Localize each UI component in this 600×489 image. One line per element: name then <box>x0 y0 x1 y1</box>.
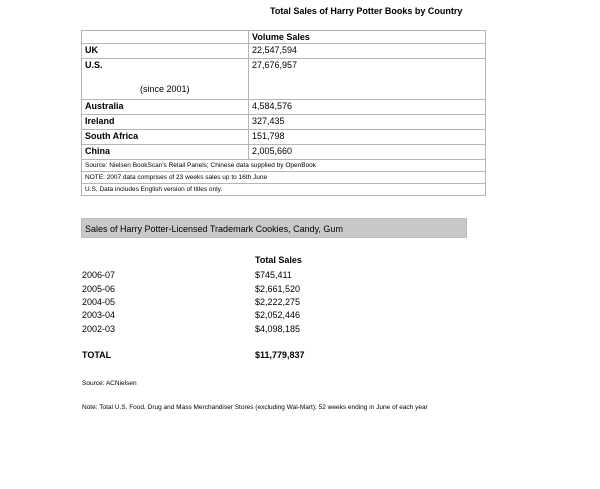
section-heading: Sales of Harry Potter-Licensed Trademark Cookies, Candy, Gum <box>81 218 467 238</box>
value-cell: 2,005,660 <box>249 145 486 160</box>
table-note-row <box>82 184 486 196</box>
sales-value: $2,661,520 <box>255 284 301 294</box>
country-label: U.S. <box>85 60 103 70</box>
year-label: 2003-04 <box>82 310 116 320</box>
source-note: Source: Nielsen BookScan's Retail Panels; Chinese data supplied by OpenBook <box>82 160 486 172</box>
total-sales-header: Total Sales <box>255 255 302 265</box>
table-row <box>82 145 486 160</box>
value-cell: 22,547,594 <box>249 44 486 59</box>
table-row <box>82 100 486 115</box>
value-cell: 4,584,576 <box>249 100 486 115</box>
year-label: 2006-07 <box>82 270 116 280</box>
country-cell: South Africa <box>82 130 249 145</box>
table-note-row <box>82 172 486 184</box>
table-note-row <box>82 160 486 172</box>
value-cell: 327,435 <box>249 115 486 130</box>
total-label: TOTAL <box>82 350 112 360</box>
sales-value: $2,052,446 <box>255 310 301 320</box>
year-label: 2002-03 <box>82 324 116 334</box>
country-cell: Ireland <box>82 115 249 130</box>
table-row <box>82 44 486 59</box>
footnote: Note: Total U.S. Food, Drug and Mass Merchandiser Stores (excluding Wal-Mart); 52 weeks ending in June of each year <box>82 404 428 411</box>
country-cell: China <box>82 145 249 160</box>
page-title: Total Sales of Harry Potter Books by Country <box>270 6 463 16</box>
country-subnote: (since 2001) <box>140 84 190 94</box>
year-label: 2005-06 <box>82 284 116 294</box>
sales-value: $745,411 <box>255 270 292 280</box>
data-note: NOTE: 2007 data comprises of 23 weeks sales up to 16th June <box>82 172 486 184</box>
year-label: 2004-05 <box>82 297 116 307</box>
value-cell: 151,798 <box>249 130 486 145</box>
us-data-note: U.S. Data includes English version of titles only. <box>82 184 486 196</box>
table-row <box>82 115 486 130</box>
source-note: Source: ACNielsen <box>82 380 137 387</box>
country-sales-table <box>81 30 486 196</box>
table-row <box>82 130 486 145</box>
volume-sales-header: Volume Sales <box>249 31 486 44</box>
total-value: $11,779,837 <box>255 350 305 360</box>
value-cell: 27,676,957 <box>249 59 486 100</box>
country-cell: UK <box>82 44 249 59</box>
sales-value: $4,098,185 <box>255 324 301 334</box>
table-row <box>82 59 486 100</box>
country-cell: Australia <box>82 100 249 115</box>
header-blank-cell <box>82 31 249 44</box>
sales-value: $2,222,275 <box>255 297 301 307</box>
table-header-row <box>82 31 486 44</box>
country-cell <box>82 59 249 100</box>
